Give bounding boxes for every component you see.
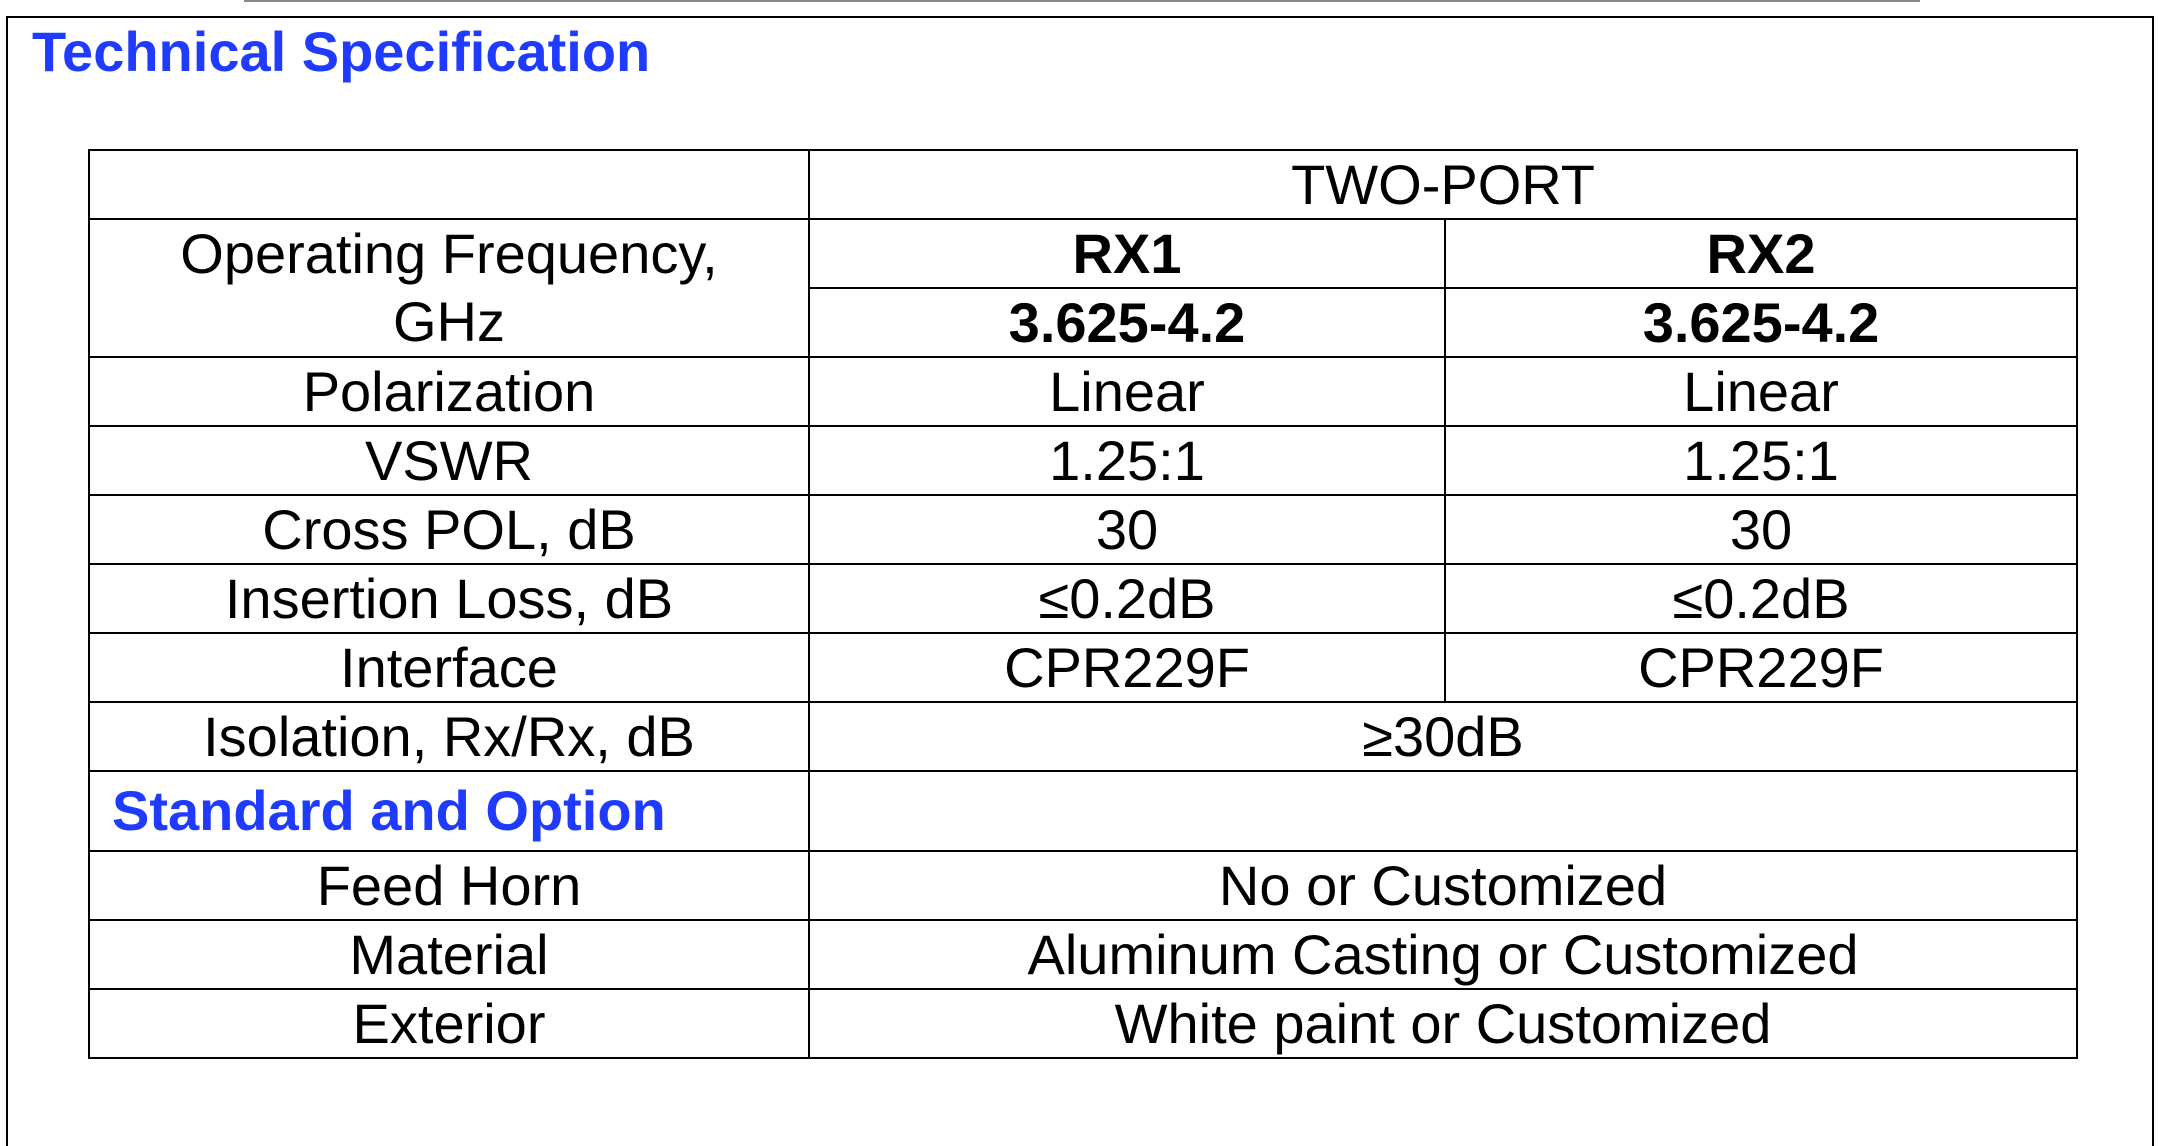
- row-label: Cross POL, dB: [89, 495, 809, 564]
- table-row-frequency-names: [89, 219, 2077, 288]
- rx2-value: 1.25:1: [1445, 426, 2077, 495]
- section-title-standard-and-option: Standard and Option: [89, 771, 809, 851]
- rx1-value: 30: [809, 495, 1445, 564]
- table-row-interface: [89, 633, 2077, 702]
- rx1-value: 1.25:1: [809, 426, 1445, 495]
- table-row-vswr: [89, 426, 2077, 495]
- row-label: VSWR: [89, 426, 809, 495]
- table-row-feed-horn: [89, 851, 2077, 920]
- row-label: Exterior: [89, 989, 809, 1058]
- table-row-polarization: [89, 357, 2077, 426]
- option-value: White paint or Customized: [809, 989, 2077, 1058]
- rx1-value: ≤0.2dB: [809, 564, 1445, 633]
- rx1-frequency-range: 3.625-4.2: [809, 288, 1445, 357]
- isolation-value: ≥30dB: [809, 702, 2077, 771]
- frequency-label-line2: GHz: [393, 290, 505, 353]
- rx1-value: Linear: [809, 357, 1445, 426]
- rx2-value: 30: [1445, 495, 2077, 564]
- table-row-section-standard-option: [89, 771, 2077, 851]
- rx2-value: ≤0.2dB: [1445, 564, 2077, 633]
- rx2-frequency-range: 3.625-4.2: [1445, 288, 2077, 357]
- table-row-exterior: [89, 989, 2077, 1058]
- row-label: Polarization: [89, 357, 809, 426]
- rx1-value: CPR229F: [809, 633, 1445, 702]
- table-row-material: [89, 920, 2077, 989]
- rx2-name: RX2: [1445, 219, 2077, 288]
- row-label: Insertion Loss, dB: [89, 564, 809, 633]
- section-empty-cell: [809, 771, 2077, 851]
- table-row-cross-pol: [89, 495, 2077, 564]
- table-row-header: [89, 150, 2077, 219]
- header-empty-cell: [89, 150, 809, 219]
- row-label: Material: [89, 920, 809, 989]
- row-label: Interface: [89, 633, 809, 702]
- rx2-value: CPR229F: [1445, 633, 2077, 702]
- spec-table: [88, 149, 2078, 1059]
- row-label: Feed Horn: [89, 851, 809, 920]
- option-value: No or Customized: [809, 851, 2077, 920]
- option-value: Aluminum Casting or Customized: [809, 920, 2077, 989]
- frequency-label-line1: Operating Frequency,: [180, 222, 718, 285]
- rx2-value: Linear: [1445, 357, 2077, 426]
- top-rule: [244, 0, 1920, 2]
- rx1-name: RX1: [809, 219, 1445, 288]
- table-row-insertion-loss: [89, 564, 2077, 633]
- table-row-isolation: [89, 702, 2077, 771]
- row-label: Isolation, Rx/Rx, dB: [89, 702, 809, 771]
- header-two-port: TWO-PORT: [809, 150, 2077, 219]
- section-heading-technical-specification: Technical Specification: [32, 20, 651, 83]
- frequency-label-cell: [89, 219, 809, 357]
